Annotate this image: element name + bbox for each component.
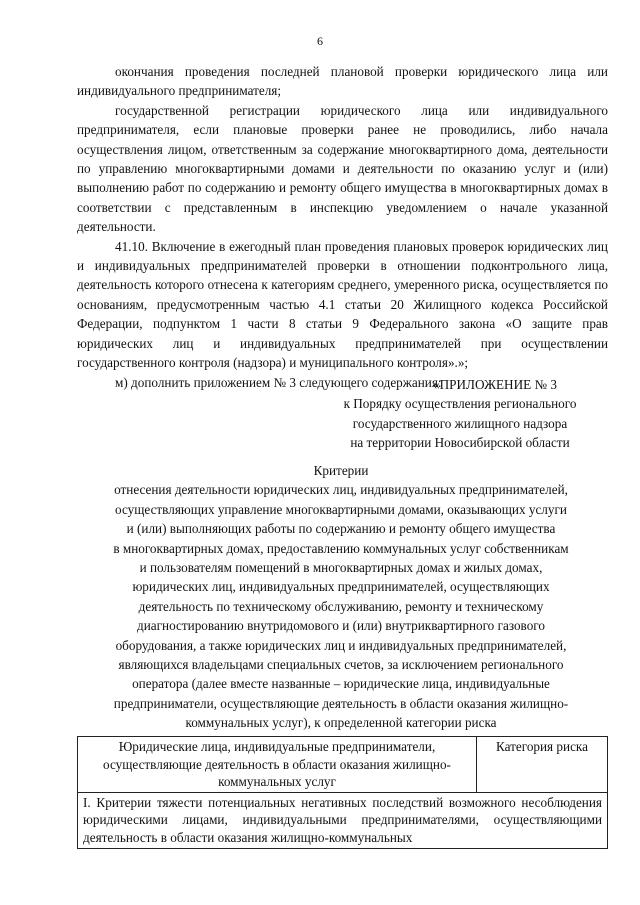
table-header-entities: Юридические лица, индивидуальные предприниматели, осуществляющие деятельность в области оказания жилищно-коммунальных услуг (78, 737, 477, 793)
criteria-line: коммунальных услуг), к определенной категории риска (185, 715, 497, 731)
criteria-line: юридических лиц, индивидуальных предпринимателей, осуществляющих (132, 579, 550, 595)
appendix-header (310, 375, 610, 453)
appendix-line-2: государственного жилищного надзора (352, 415, 568, 431)
table-header-risk-category: Категория риска (477, 737, 608, 793)
paragraph-3: 41.10. Включение в ежегодный план проведения плановых проверок юридических лиц и индивидуальных предпринимателей проверки в отношении подконтрольного лица, деятельность которого отнесена к категориям среднего, умеренного риска, осуществляется по основаниям, предусмотренным частью 4.1 статьи 20 Жилищного кодекса Российской Федерации, подпунктом 1 части 8 статьи 9 Федерального закона «О защите прав юридических лиц и индивидуальных предпринимателей при осуществлении государственного контроля (надзора) и муниципального контроля».»; (77, 238, 608, 371)
page-number: 6 (317, 34, 323, 48)
table-row (78, 792, 608, 848)
criteria-line: оператора (далее вместе названные – юридические лица, индивидуальные (132, 676, 550, 692)
criteria-line: осуществляющих управление многоквартирными домами, оказывающих услуги (115, 501, 567, 517)
appendix-line-1: к Порядку осуществления регионального (343, 396, 577, 412)
criteria-line: предприниматели, осуществляющие деятельность в области оказания жилищно- (113, 695, 569, 711)
criteria-line: являющихся владельцами специальных счетов, за исключением регионального (118, 657, 564, 673)
table-section-1: I. Критерии тяжести потенциальных негативных последствий возможного несоблюдения юридическими лицами, индивидуальными предпринимателями, осуществляющими деятельность в области оказания жилищно-коммунальных (78, 792, 608, 848)
appendix-heading: «ПРИЛОЖЕНИЕ № 3 (433, 377, 557, 392)
criteria-title: Критерии (313, 463, 369, 478)
criteria-line: отнесения деятельности юридических лиц, индивидуальных предпринимателей, (114, 482, 568, 498)
table-header-row (78, 737, 608, 793)
paragraph-1: окончания проведения последней плановой проверки юридического лица или индивидуального предпринимателя; (77, 64, 608, 99)
criteria-line: деятельность по техническому обслуживанию, ремонту и техническому (138, 598, 544, 614)
criteria-line: оборудования, а также юридических лиц и индивидуальных предпринимателей, (115, 637, 567, 653)
appendix-line-3: на территории Новосибирской области (350, 435, 570, 451)
paragraph-2: государственной регистрации юридического лица или индивидуального предпринимателя, если плановые проверки ранее не проводились, либо начала осуществления лицом, ответственным за содержание многоквартирного дома, деятельности по управлению многоквартирными домами и деятельности по оказанию услуг и (или) выполнению работ по содержанию и ремонту общего имущества в многоквартирных домах в соответствии с представленным в инспекцию уведомлением о начале указанной деятельности. (77, 102, 608, 235)
criteria-line: и (или) выполняющих работы по содержанию и ремонту общего имущества (126, 521, 556, 537)
paragraph-4: м) дополнить приложением № 3 следующего содержания: (115, 374, 442, 390)
criteria-line: диагностированию внутридомового и (или) внутриквартирного газового (137, 618, 545, 634)
body-text (77, 62, 608, 392)
criteria-block (66, 461, 616, 733)
criteria-line: и пользователям помещений в многоквартирных домах и жилых домах, (139, 560, 543, 576)
criteria-table (77, 736, 608, 849)
criteria-line: в многоквартирных домах, предоставлению коммунальных услуг собственникам (113, 540, 569, 556)
